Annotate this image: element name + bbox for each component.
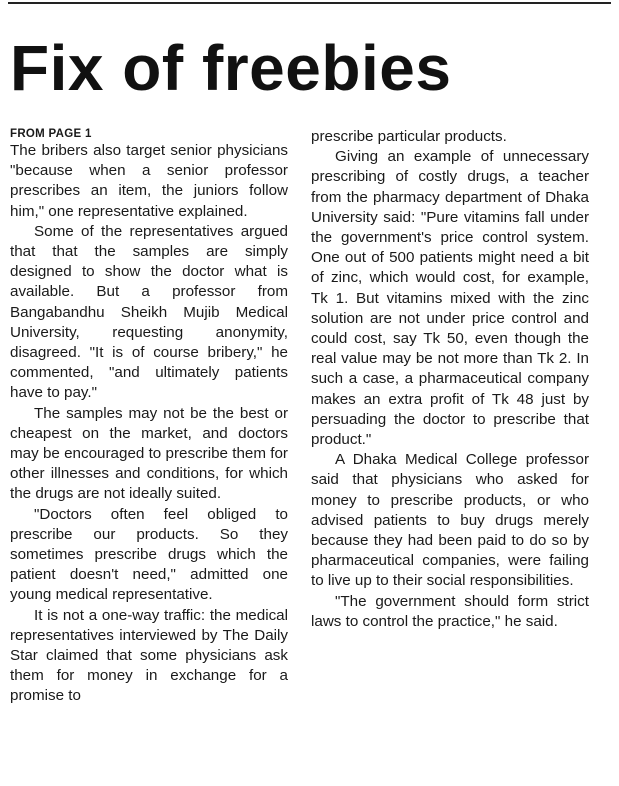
article-paragraph: The samples may not be the best or cheapest on the market, and doctors may be encouraged to prescribe them for other illnesses and conditions, for which the drugs are not ideally suited. xyxy=(10,404,288,503)
article-paragraph: "Doctors often feel obliged to prescribe our products. So they sometimes prescribe drugs which the patient doesn't need," admitted one young medical representative. xyxy=(10,505,288,604)
article-column-right xyxy=(311,127,589,632)
article-paragraph: A Dhaka Medical College professor said that physicians who asked for money to prescribe products, or who advised patients to buy drugs merely because they had been paid to do so by pharmaceutical companies, were failing to live up to their social responsibilities. xyxy=(311,451,589,590)
article-paragraph: It is not a one-way traffic: the medical representatives interviewed by The Daily Star claimed that some physicians ask them for money in exchange for a promise to xyxy=(10,606,288,705)
article-paragraph: prescribe particular products. xyxy=(311,128,507,145)
headline: Fix of freebies xyxy=(10,32,452,104)
article-paragraph: "The government should form strict laws to control the practice," he said. xyxy=(311,592,589,630)
article-column-left xyxy=(10,127,288,707)
article-paragraph: The bribers also target senior physicians "because when a senior professor prescribes an item, the juniors follow him," one representative explained. xyxy=(10,142,288,220)
continuation-kicker: FROM PAGE 1 xyxy=(10,128,92,140)
article-paragraph: Some of the representatives argued that that the samples are simply designed to show the doctor what is available. But a professor from Bangabandhu Sheikh Mujib Medical University, requesting anonymity, disagreed. "It is of course bribery," he commented, "and ultimately patients have to pay." xyxy=(10,222,288,402)
top-rule xyxy=(8,2,611,4)
article-paragraph: Giving an example of unnecessary prescribing of costly drugs, a teacher from the pharmacy department of Dhaka University said: "Pure vitamins fall under the government's price control system. One out of 500 patients might need a bit of zinc, which would cost, for example, Tk 1. But vitamins mixed with the zinc solution are not under price control and could cost, say Tk 50, even though the real value may be not more than Tk 2. In such a case, a pharmaceutical company makes an extra profit of Tk 48 just by persuading the doctor to prescribe that product." xyxy=(311,148,589,449)
